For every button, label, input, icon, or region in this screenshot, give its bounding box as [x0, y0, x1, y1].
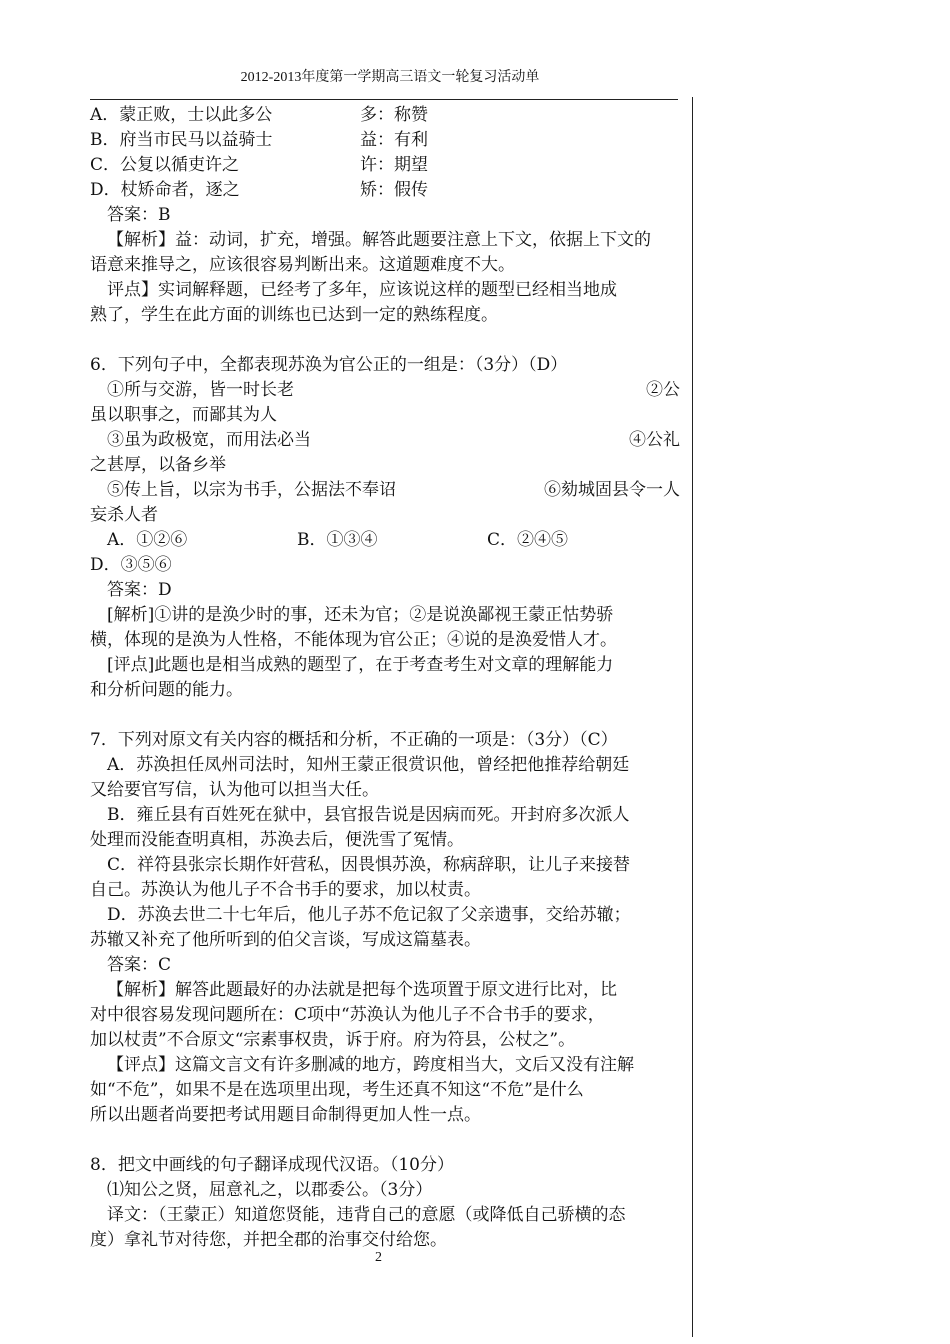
q6-item-1: ①所与交游，皆一时长老 ②公: [107, 380, 680, 400]
q8-translation-cont: 度）拿礼节对待您，并把全郡的治事交付给您。: [90, 1230, 447, 1250]
q7-comment-cont-1: 如“不危”，如果不是在选项里出现，考生还真不知这“不危”是什么: [90, 1080, 584, 1100]
document-body: [90, 103, 680, 1253]
q7-option-c-cont: 自己。苏涣认为他儿子不合书手的要求，加以杖责。: [90, 880, 481, 900]
q8-translation: 译文：（王蒙正）知道您贤能，违背自己的意愿（或降低自己骄横的态: [107, 1205, 626, 1225]
q7-stem: 7．下列对原文有关内容的概括和分析，不正确的一项是：（3分）（C）: [90, 730, 618, 750]
q6-choices: A．①②⑥ B．①③④ C．②④⑤: [107, 530, 569, 550]
q6-item-2: ③虽为政极宽，而用法必当 ④公礼: [107, 430, 680, 450]
header-rule: [90, 99, 678, 100]
q8-item-1: ⑴知公之贤，屈意礼之，以郡委公。（3分）: [107, 1180, 433, 1200]
q6-item-3: ⑤传上旨，以宗为书手，公据法不奉诏 ⑥劾城固县令一人: [107, 480, 680, 500]
q6-answer: 答案：D: [107, 580, 172, 600]
q7-analysis-cont-1: 对中很容易发现问题所在：C项中“苏涣认为他儿子不合书手的要求，: [90, 1005, 605, 1025]
page-number: 2: [375, 1250, 382, 1265]
q7-option-d-cont: 苏辙又补充了他所听到的伯父言谈，写成这篇墓表。: [90, 930, 481, 950]
q6-comment: [评点]此题也是相当成熟的题型了，在于考查考生对文章的理解能力: [107, 655, 614, 675]
q5-analysis-cont: 语意来推导之，应该很容易判断出来。这道题难度不大。: [90, 255, 515, 275]
q7-answer: 答案：C: [107, 955, 172, 975]
q7-comment-cont-2: 所以出题者尚要把考试用题目命制得更加人性一点。: [90, 1105, 481, 1125]
q5-option-b: B．府当市民马以益骑士 益：有利: [90, 130, 428, 150]
q7-option-c: C．祥符县张宗长期作奸营私，因畏惧苏涣，称病辞职，让儿子来接替: [107, 855, 631, 875]
q5-option-c: C．公复以循吏许之 许：期望: [90, 155, 428, 175]
q6-comment-cont: 和分析问题的能力。: [90, 680, 243, 700]
q5-option-d: D．杖矫命者，逐之 矫：假传: [90, 180, 428, 200]
q5-comment-cont: 熟了，学生在此方面的训练也已达到一定的熟练程度。: [90, 305, 498, 325]
q8-stem: 8．把文中画线的句子翻译成现代汉语。（10分）: [90, 1155, 454, 1175]
q5-answer: 答案：B: [107, 205, 171, 225]
q6-analysis: [解析]①讲的是涣少时的事，还未为官；②是说涣鄙视王蒙正怙势骄: [107, 605, 614, 625]
q6-item-2-cont: 之甚厚，以备乡举: [90, 455, 226, 475]
q5-option-a: A．蒙正败，士以此多公 多：称赞: [90, 105, 428, 125]
q7-option-b-cont: 处理而没能查明真相，苏涣去后，便洗雪了冤情。: [90, 830, 464, 850]
q6-item-1-cont: 虽以职事之，而鄙其为人: [90, 405, 277, 425]
q7-option-a: A．苏涣担任凤州司法时，知州王蒙正很赏识他，曾经把他推荐给朝廷: [107, 755, 630, 775]
q7-option-b: B．雍丘县有百姓死在狱中，县官报告说是因病而死。开封府多次派人: [107, 805, 630, 825]
q7-comment: 【评点】这篇文言文有许多删减的地方，跨度相当大，文后又没有注解: [107, 1055, 634, 1075]
q7-option-d: D．苏涣去世二十七年后，他儿子苏不危记叙了父亲遗事，交给苏辙；: [107, 905, 631, 925]
q6-item-3-cont: 妄杀人者: [90, 505, 158, 525]
q7-analysis-cont-2: 加以杖责”不合原文“宗素事权贵，诉于府。府为符县，公杖之”。: [90, 1030, 576, 1050]
margin-line: [692, 97, 693, 1337]
q6-choice-d: D．③⑤⑥: [90, 555, 172, 575]
q7-analysis: 【解析】解答此题最好的办法就是把每个选项置于原文进行比对，比: [107, 980, 617, 1000]
q7-option-a-cont: 又给要官写信，认为他可以担当大任。: [90, 780, 379, 800]
q5-comment: 评点】实词解释题，已经考了多年，应该说这样的题型已经相当地成: [107, 280, 617, 300]
q6-analysis-cont: 横，体现的是涣为人性格，不能体现为官公正；④说的是涣爱惜人才。: [90, 630, 617, 650]
page-header: 2012-2013年度第一学期高三语文一轮复习活动单: [240, 70, 540, 85]
q5-analysis: 【解析】益：动词，扩充，增强。解答此题要注意上下文，依据上下文的: [107, 230, 651, 250]
q6-stem: 6．下列句子中，全都表现苏涣为官公正的一组是：（3分）（D）: [90, 355, 568, 375]
